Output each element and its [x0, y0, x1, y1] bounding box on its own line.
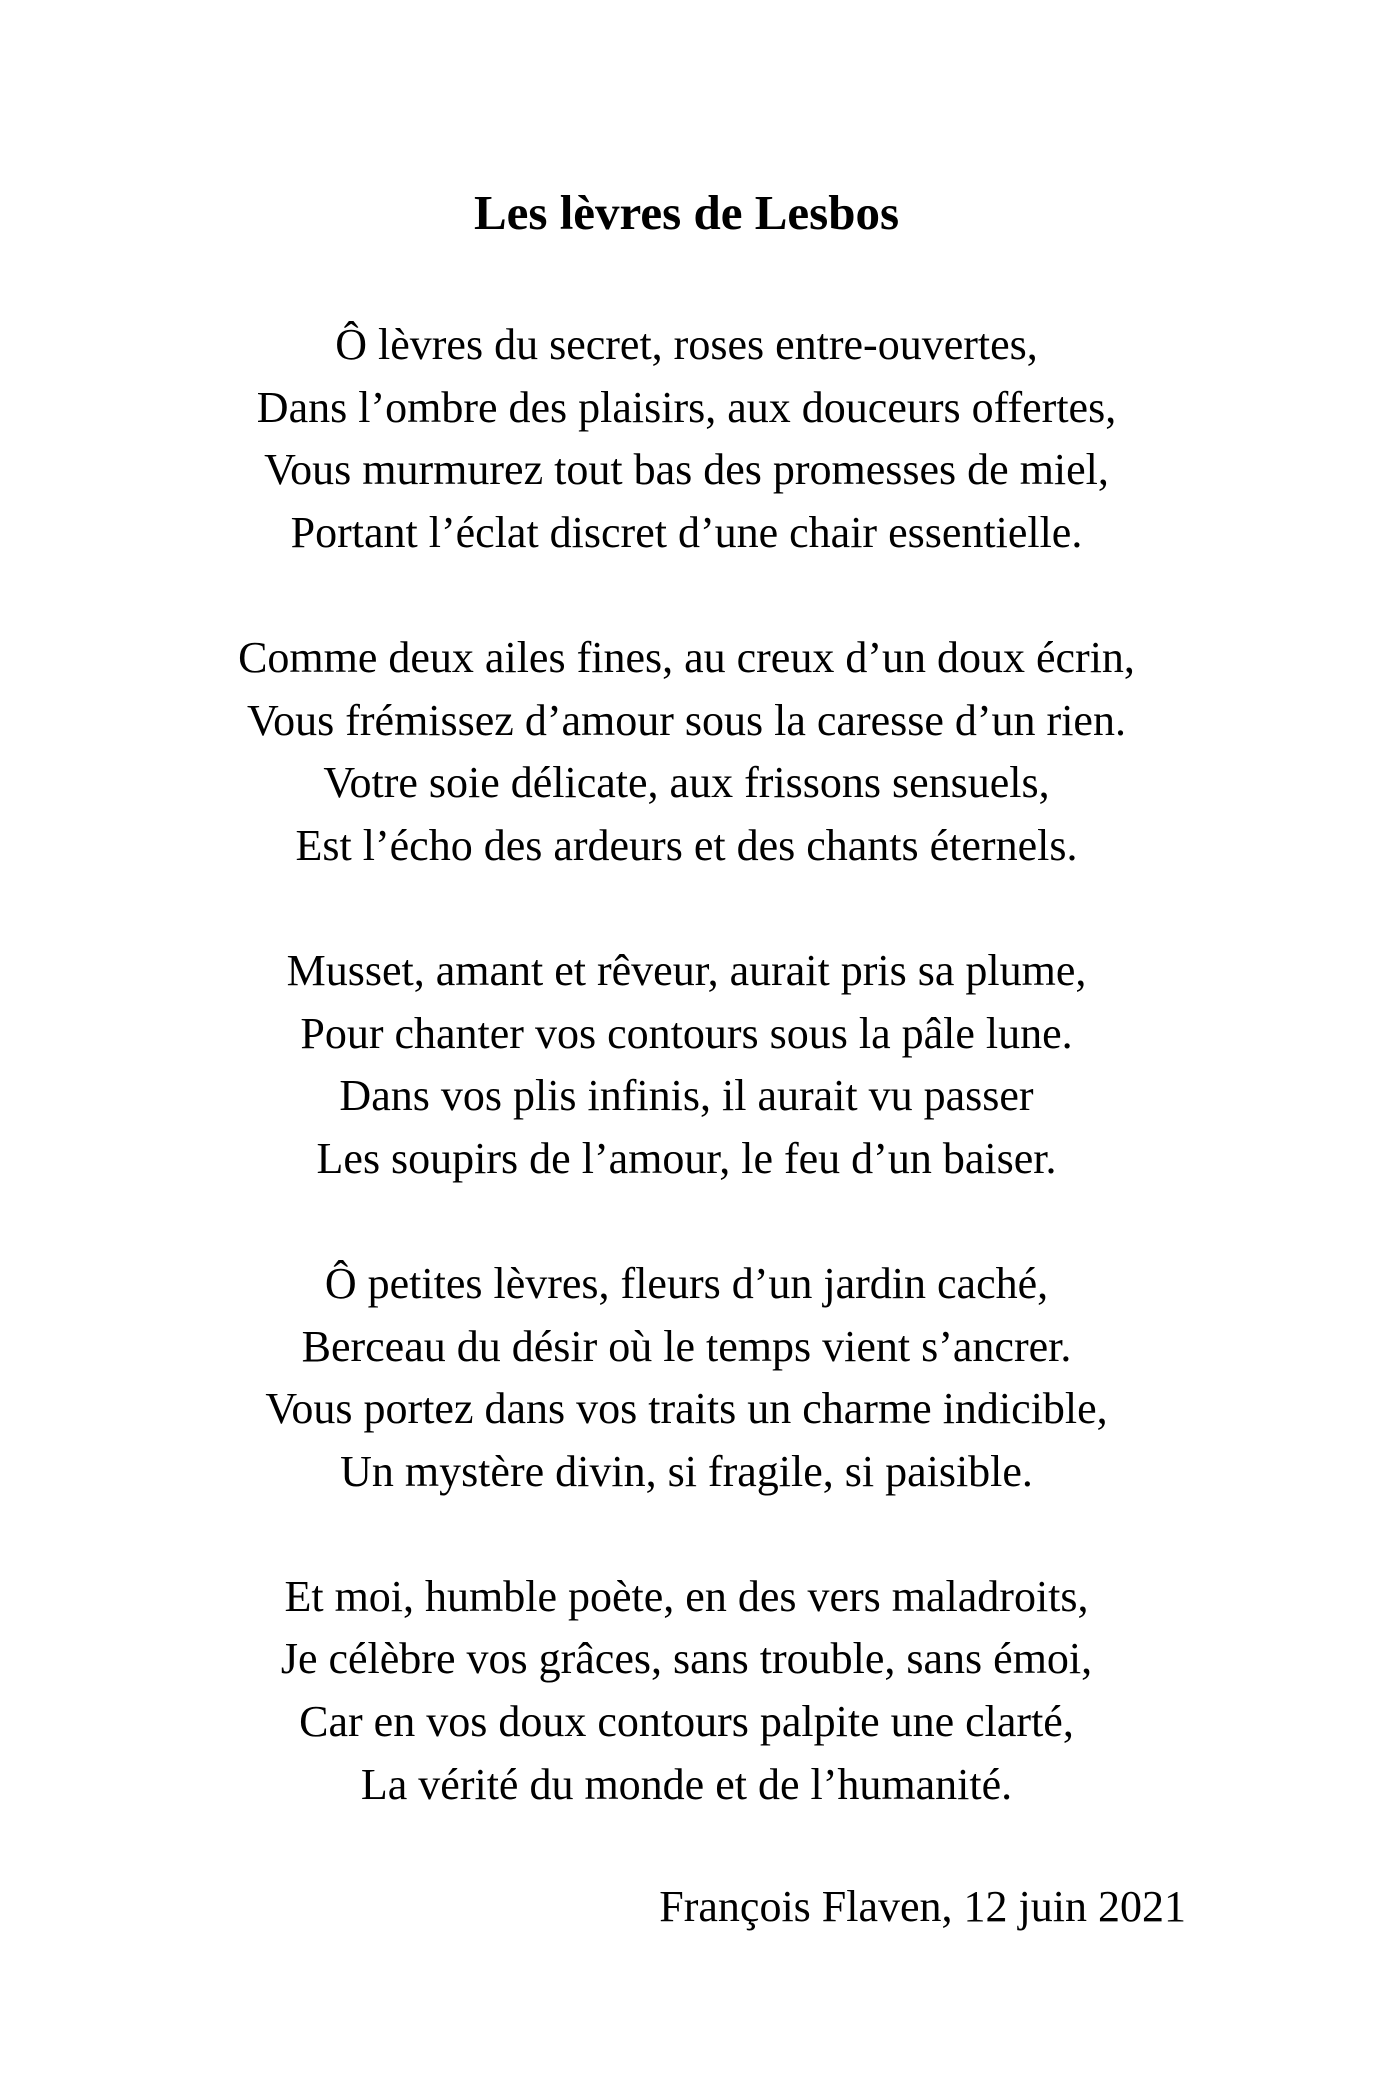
- verse-line: Les soupirs de l’amour, le feu d’un baiser.: [316, 1133, 1057, 1183]
- verse-line: Ô lèvres du secret, roses entre-ouvertes,: [335, 320, 1038, 369]
- verse-line: Est l’écho des ardeurs et des chants éternels.: [295, 820, 1078, 870]
- stanza: [0, 314, 1373, 564]
- verse-line: Berceau du désir où le temps vient s’ancrer.: [301, 1321, 1072, 1371]
- stanza: [0, 1253, 1373, 1503]
- verse-line: Car en vos doux contours palpite une clarté,: [299, 1697, 1074, 1747]
- verse-line: Musset, amant et rêveur, aurait pris sa plume,: [286, 945, 1087, 995]
- verse-line: Ô petites lèvres, fleurs d’un jardin caché,: [324, 1258, 1049, 1308]
- verse-line: Portant l’éclat discret d’une chair essentielle.: [290, 507, 1083, 557]
- verse-line: Vous portez dans vos traits un charme indicible,: [265, 1384, 1108, 1434]
- verse-line: Vous murmurez tout bas des promesses de miel,: [264, 445, 1109, 495]
- author-signature-date: François Flaven, 12 juin 2021: [659, 1882, 1186, 1931]
- poem-title: Les lèvres de Lesbos: [473, 185, 900, 240]
- verse-line: La vérité du monde et de l’humanité.: [360, 1759, 1013, 1809]
- verse-line: Et moi, humble poète, en des vers maladroits,: [284, 1571, 1089, 1621]
- verse-line: Vous frémissez d’amour sous la caresse d’un rien.: [247, 695, 1126, 745]
- poem-body: [0, 314, 1373, 1879]
- verse-line: Comme deux ailes fines, au creux d’un doux écrin,: [238, 632, 1135, 682]
- verse-line: Un mystère divin, si fragile, si paisible.: [340, 1446, 1033, 1496]
- verse-line: Je célèbre vos grâces, sans trouble, sans émoi,: [280, 1634, 1093, 1684]
- verse-line: Votre soie délicate, aux frissons sensuels,: [323, 758, 1050, 808]
- stanza: [0, 627, 1373, 877]
- stanza: [0, 1566, 1373, 1816]
- verse-line: Pour chanter vos contours sous la pâle lune.: [300, 1008, 1073, 1058]
- stanza: [0, 940, 1373, 1190]
- verse-line: Dans vos plis infinis, il aurait vu passer: [339, 1071, 1034, 1121]
- verse-line: Dans l’ombre des plaisirs, aux douceurs offertes,: [256, 382, 1117, 432]
